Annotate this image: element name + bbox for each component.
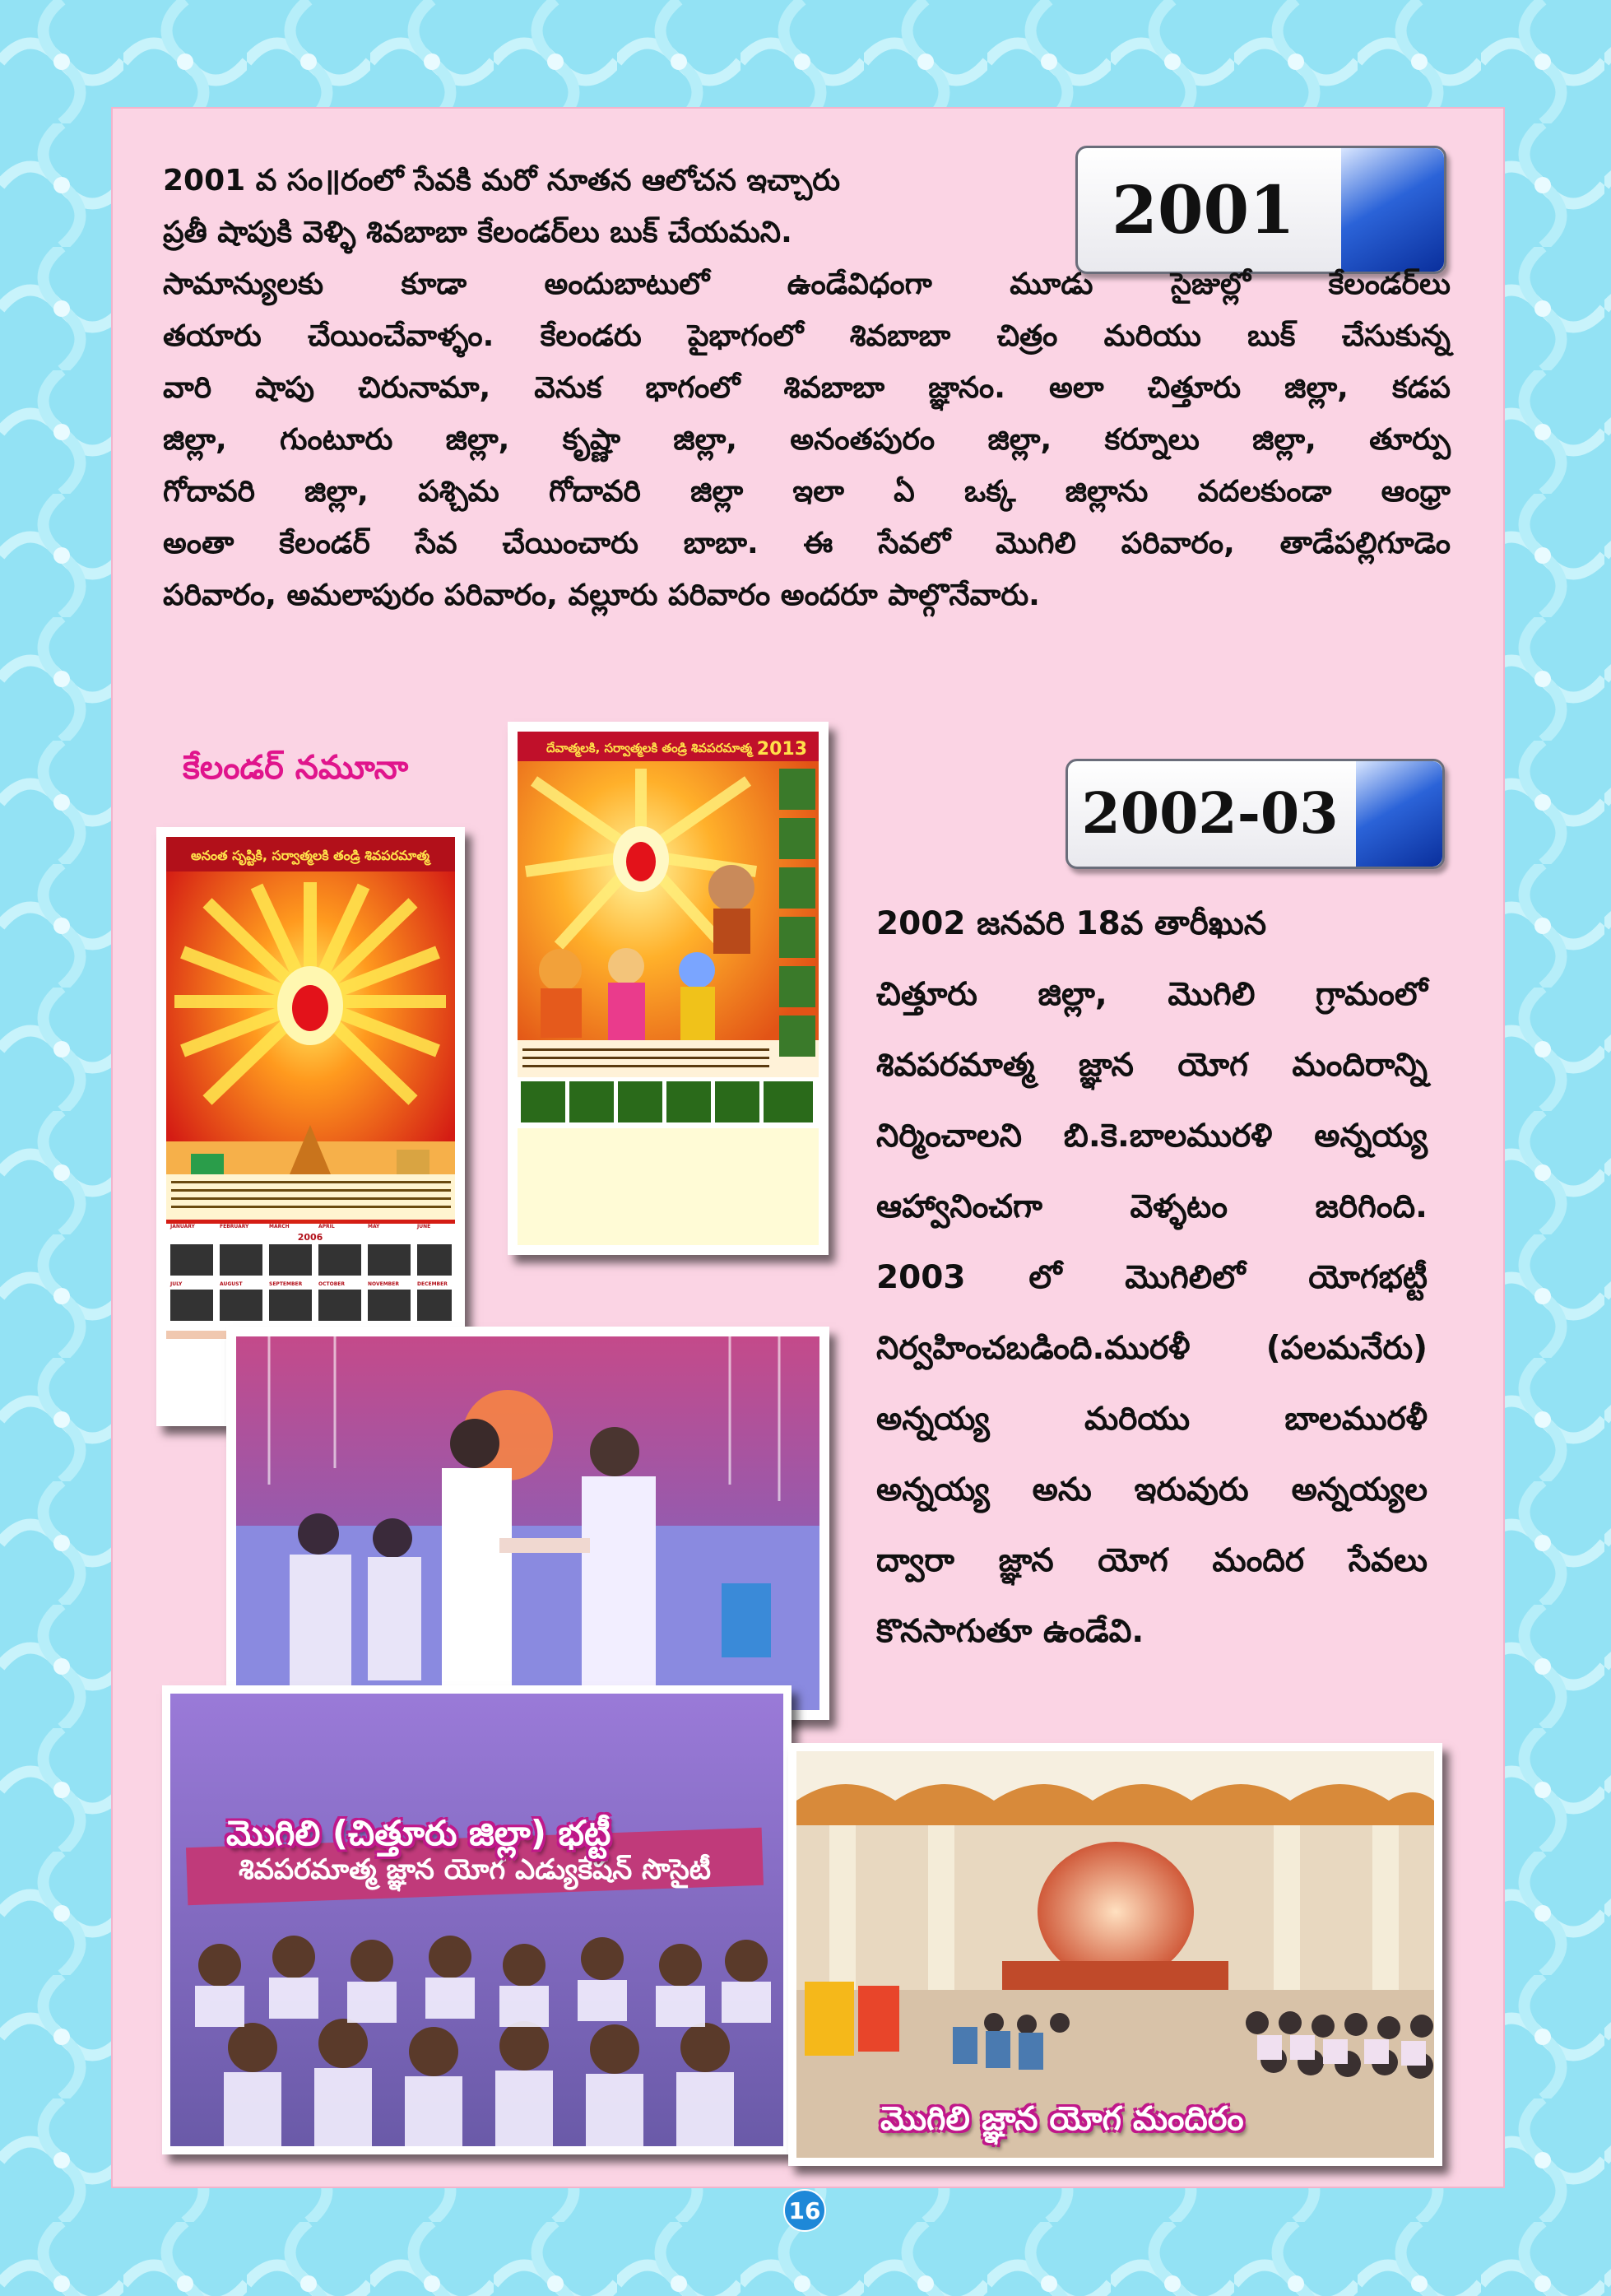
calendar-month-label: JANUARY — [170, 1224, 195, 1229]
para-2001-line: 2001 వ సం॥రంలో సేవకి మరో నూతన ఆలోచన ఇచ్చారు — [163, 164, 841, 198]
year-tab-accent — [1356, 761, 1442, 867]
bhatti-caption: మొగిలి (చిత్తూరు జిల్లా) భట్టీ — [226, 1813, 611, 1853]
para-2002-line: అన్నయ్య అను ఇరువురు అన్నయ్యల — [876, 1471, 1428, 1508]
calendar-month-label: APRIL — [318, 1224, 335, 1229]
calendar-month-label: MARCH — [269, 1224, 290, 1229]
calendar-caption: కేలండర్ నమూనా — [183, 749, 409, 787]
para-2001-line: జిల్లా, గుంటూరు జిల్లా, కృష్ణా జిల్లా, అనంతపురం జిల్లా, కర్నూలు జిల్లా, తూర్పు — [163, 423, 1451, 457]
para-2001-line: పరివారం, అమలాపురం పరివారం, వల్లూరు పరివారం అందరూ పాల్గొనేవారు. — [163, 579, 1040, 612]
calendar-month-label: DECEMBER — [417, 1281, 448, 1287]
para-2001-line: తయారు చేయించేవాళ్ళం. కేలండరు పైభాగంలో శివబాబా చిత్రం మరియు బుక్ చేసుకున్న — [163, 319, 1451, 353]
para-2002-line: 2002 జనవరి 18వ తారీఖున — [876, 905, 1267, 942]
calendar-month-label: FEBRUARY — [220, 1224, 249, 1229]
para-2002-line: నిర్మించాలని బి.కె.బాలమురళి అన్నయ్య — [876, 1118, 1428, 1155]
calendar-month-label: NOVEMBER — [368, 1281, 399, 1287]
bhatti-banner-text: శివపరమాత్మ జ్ఞాన యోగ ఎడ్యుకేషన్ సొసైటీ — [239, 1853, 711, 1886]
paragraph-2001 — [163, 155, 1451, 621]
year-2001-label: 2001 — [1112, 171, 1295, 249]
photo-stage-felicitation — [226, 1327, 829, 1720]
calendar-month-label: JUNE — [417, 1224, 431, 1229]
bhatti-photo-art — [170, 1694, 783, 2146]
para-2002-line: కొనసాగుతూ ఉండేవి. — [876, 1613, 1144, 1650]
page-number: 16 — [783, 2189, 826, 2232]
calendar-2006-header: అనంత సృష్టికి, సర్వాత్మలకి తండ్రి శివపరమాత్మ — [190, 848, 430, 863]
calendar-2006-year: 2006 — [297, 1232, 323, 1243]
para-2002-line: ఆహ్వానించగా వెళ్ళటం జరిగింది. — [876, 1188, 1428, 1225]
calendar-2013-year: 2013 — [756, 739, 807, 760]
year-tab-2002-03 — [1065, 759, 1445, 869]
para-2002-line: నిర్వహించబడింది.మురళీ (పలమనేరు) — [876, 1330, 1428, 1367]
calendar-month-label: OCTOBER — [318, 1281, 345, 1287]
para-2002-line: అన్నయ్య మరియు బాలమురళీ — [876, 1401, 1428, 1438]
para-2001-line: వారి షాపు చిరునామా, వెనుక భాగంలో శివబాబా జ్ఞానం. అలా చిత్తూరు జిల్లా, కడప — [163, 371, 1451, 405]
calendar-month-label: SEPTEMBER — [269, 1281, 303, 1287]
mandiram-photo-art — [796, 1751, 1434, 2158]
para-2002-line: చిత్తూరు జిల్లా, మొగిలి గ్రామంలో — [876, 976, 1428, 1013]
para-2001-line: అంతా కేలండర్ సేవ చేయించారు బాబా. ఈ సేవలో మొగిలి పరివారం, తాడేపల్లిగూడెం — [163, 527, 1451, 560]
calendar-2013-art — [518, 732, 819, 1245]
year-2002-03-label: 2002-03 — [1081, 781, 1339, 847]
mandiram-caption: మొగిలి జ్ఞాన యోగ మందిరం — [880, 2100, 1244, 2138]
para-2001-line: ప్రతీ షాపుకి వెళ్ళి శివబాబా కేలండర్‌లు బుక్ చేయమని. — [163, 216, 792, 249]
calendar-2013-header: దేవాత్మలకి, సర్వాత్మలకి తండ్రి శివపరమాత్మ — [546, 741, 753, 755]
calendar-month-label: AUGUST — [220, 1281, 243, 1287]
photo-mogili-bhatti — [162, 1685, 792, 2154]
para-2002-line: 2003 లో మొగిలిలో యోగభట్టీ — [876, 1259, 1428, 1296]
calendar-sample-2013 — [508, 722, 829, 1255]
stage-photo-art — [236, 1336, 819, 1710]
calendar-month-label: MAY — [368, 1224, 380, 1229]
calendar-month-label: JULY — [170, 1281, 183, 1287]
para-2002-line: శివపరమాత్మ జ్ఞాన యోగ మందిరాన్ని — [876, 1047, 1428, 1084]
para-2001-line: గోదావరి జిల్లా, పశ్చిమ గోదావరి జిల్లా ఇలా ఏ ఒక్క జిల్లాను వదలకుండా ఆంధ్రా — [163, 475, 1451, 509]
para-2002-line: ద్వారా జ్ఞాన యోగ మందిర సేవలు — [876, 1542, 1428, 1579]
para-2001-line: సామాన్యులకు కూడా అందుబాటులో ఉండేవిధంగా మూడు సైజుల్లో కేలండర్‌లు — [163, 267, 1451, 301]
paragraph-2002-03 — [876, 889, 1428, 1667]
